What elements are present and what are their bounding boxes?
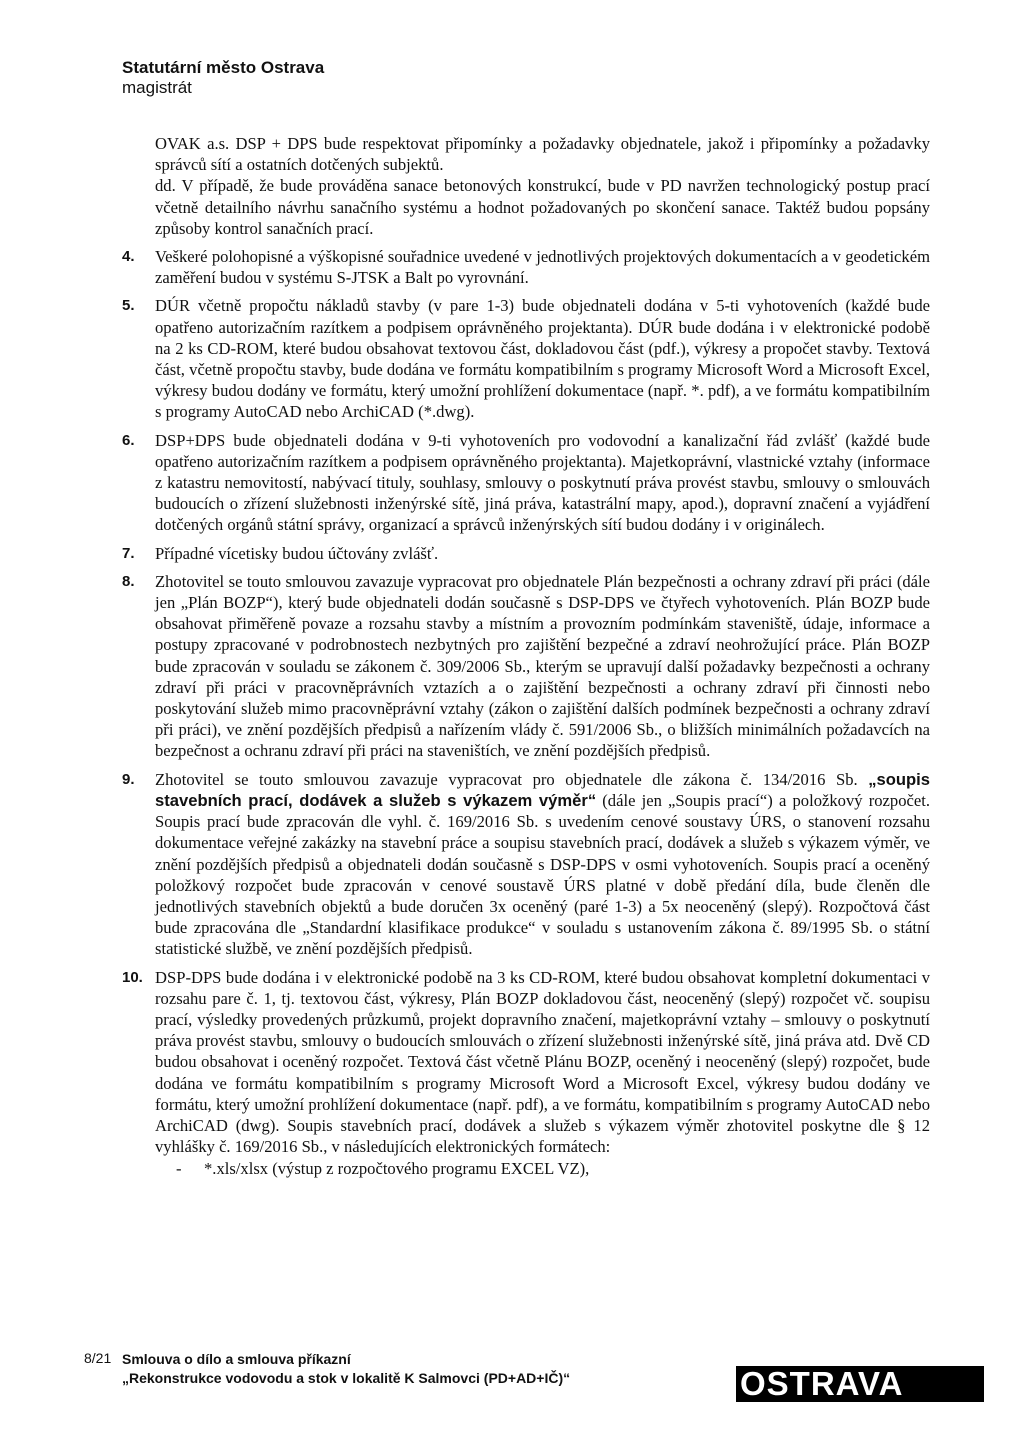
item-text: Případné vícetisky budou účtovány zvlášť. <box>155 543 439 563</box>
item-text: DSP-DPS bude dodána i v elektronické podobě na 3 ks CD-ROM, které budou obsahovat kompletní dokumentaci v rozsahu pare č. 1, tj. textovou část, výkresy, Plán BOZP dokladovou část, neoceněný (slepý) rozpočet vč. soupisu prací, výsledky provedených průzkumů, projekt dopravního značení, majetkoprávní vztahy – smlouvy o poskytnutí práva provést stavbu, smlouvy o budoucích smlouvách o zřízení služebnosti inženýrské sítě, jiná práva atd. Dvě CD budou obsahovat i oceněný rozpočet. Textová část včetně Plánu BOZP, oceněný i neoceněný (slepý) rozpočet, bude dodána ve formátu kompatibilním s programy Microsoft Word a Microsoft Excel, výkresy budou dodány ve formátu, který umožní prohlížení dokumentace (např. pdf), a ve formátu, kompatibilním s programy AutoCAD nebo ArchiCAD (dwg). Soupis stavebních prací, dodávek a služeb s výkazem výměr zhotovitel poskytne dle § 12 vyhlášky č. 169/2016 Sb., v následujících elektronických formátech: <box>155 967 930 1157</box>
item-number: 6. <box>122 431 135 449</box>
page-footer <box>0 1348 1024 1408</box>
continuation-paragraph: dd. V případě, že bude prováděna sanace betonových konstrukcí, bude v PD navržen technologický postup prací včetně detailního návrhu sanačního systému a hodnot požadovaných po skončení sanace. Taktéž budou popsány způsoby kontrol sanačních prací. <box>155 176 930 238</box>
bullet-text: *.xls/xlsx (výstup z rozpočtového programu EXCEL VZ), <box>204 1159 590 1179</box>
list-item <box>122 295 930 422</box>
ostrava-logo: OSTRAVA <box>736 1366 984 1402</box>
list-item <box>122 430 930 536</box>
footer-title <box>122 1350 570 1388</box>
list-item <box>122 571 930 762</box>
continuation-paragraph: OVAK a.s. DSP + DPS bude respektovat připomínky a požadavky objednatele, jakož i připomínky a požadavky správců sítí a ostatních dotčených subjektů. <box>155 134 930 175</box>
footer-title-line: Smlouva o dílo a smlouva příkazní <box>122 1351 351 1367</box>
bullet-item <box>122 1158 930 1179</box>
item-text <box>155 769 930 960</box>
item-text: Zhotovitel se touto smlouvou zavazuje vypracovat pro objednatele Plán bezpečnosti a ochrany zdraví při práci (dále jen „Plán BOZP“), který bude objednateli dodán současně s DSP-DPS ve čtyřech vyhotoveních. Plán BOZP bude obsahovat přiměřeně povaze a rozsahu stavby a místním a provozním podmínkám staveniště, údaje, informace a postupy zpracované v podrobnostech nezbytných pro zajištění bezpečné a zdraví neohrožující práce. Plán BOZP bude zpracován v souladu se zákonem č. 309/2006 Sb., kterým se upravují další požadavky bezpečnosti a ochrany zdraví při práci v pracovněprávních vztazích a o zajištění bezpečnosti a ochrany zdraví při činnosti nebo poskytování služeb mimo pracovněprávní vztahy (zákon o zajištění dalších podmínek bezpečnosti a ochrany zdraví při práci), ve znění pozdějších předpisů a nařízením vlády č. 591/2006 Sb., o bližších minimálních požadavcích na bezpečnost a ochranu zdraví při práci na staveništích, ve znění pozdějších předpisů. <box>155 571 930 761</box>
item-number: 7. <box>122 544 135 562</box>
footer-title-line: „Rekonstrukce vodovodu a stok v lokalitě K Salmovci (PD+AD+IČ)“ <box>122 1370 571 1386</box>
page-header <box>122 58 324 98</box>
page-number: 8/21 <box>84 1350 112 1366</box>
item-number: 9. <box>122 770 135 788</box>
organization-name: Statutární město Ostrava <box>122 58 325 77</box>
continuation-block <box>122 133 930 239</box>
item-number: 8. <box>122 572 135 590</box>
item-text: DÚR včetně propočtu nákladů stavby (v pare 1-3) bude objednateli dodána v 5-ti vyhotoveních (každé bude opatřeno autorizačním razítkem a podpisem oprávněného projektanta). DÚR bude dodána i v elektronické podobě na 2 ks CD-ROM, které budou obsahovat textovou část, dokladovou část (pdf.), výkresy a propočet stavby. Textová část, včetně propočtu stavby, bude dodána ve formátu kompatibilním s programy Microsoft Word a Microsoft Excel, výkresy budou dodány ve formátu, který umožní prohlížení dokumentace (např. *. pdf), a ve formátu kompatibilním s programy AutoCAD nebo ArchiCAD (*.dwg). <box>155 296 930 422</box>
document-body <box>122 133 930 1180</box>
list-item <box>122 543 930 564</box>
item-text-after: (dále jen „Soupis prací“) a položkový rozpočet. Soupis prací bude zpracován dle vyhl. č. 169/2016 Sb. s uvedením cenové soustavy ÚRS, o stanovení rozsahu dokumentace veřejné zakázky na stavební práce a soupisu stavebních prací, dodávek a služeb s výkazem výměr, ve znění pozdějších předpisů a objednateli dodán současně s DSP-DPS v osmi vyhotoveních. Soupis prací a oceněný položkový rozpočet bude zpracován v cenové soustavě ÚRS platné v době předání díla, bude členěn dle jednotlivých stavebních objektů a bude doručen 3x oceněný (paré 1-3) a 5x neoceněný (slepý). Rozpočtová část bude zpracována dle „Standardní klasifikace produkce“ v souladu s ustanovením zákona č. 89/1995 Sb. o státní statistické službě, ve znění pozdějších předpisů. <box>155 790 930 959</box>
item-number: 10. <box>122 968 143 986</box>
item-number: 4. <box>122 248 135 266</box>
item-number: 5. <box>122 297 135 315</box>
list-item <box>122 967 930 1158</box>
bullet-marker: - <box>176 1159 182 1179</box>
item-text: Veškeré polohopisné a výškopisné souřadnice uvedené v jednotlivých projektových dokumentacích a v geodetickém zaměření budou v systému S-JTSK a Balt po vyrovnání. <box>155 247 930 288</box>
list-item <box>122 246 930 288</box>
item-text: DSP+DPS bude objednateli dodána v 9-ti vyhotoveních pro vodovodní a kanalizační řád zvlášť (každé bude opatřeno autorizačním razítkem a podpisem oprávněného projektanta). Majetkoprávní, vlastnické vztahy (informace z katastru nemovitostí, nabývací tituly, souhlasy, smlouvy o poskytnutí práva provést stavbu, smlouvy o smlouvách budoucích o zřízení služebnosti inženýrské sítě, jiná práva, katastrální mapy, apod.), dopravní značení a vyjádření dotčených orgánů státní správy, organizací a správců inženýrských sítí budou dodány i v originálech. <box>155 430 930 535</box>
department-name: magistrát <box>122 78 192 97</box>
list-item <box>122 769 930 960</box>
item-text-before: Zhotovitel se touto smlouvou zavazuje vypracovat pro objednatele dle zákona č. 134/2016 Sb. <box>155 769 869 789</box>
item-text-emphasis: „soupis stavebních prací, dodávek a služeb s výkazem výměr“ <box>155 769 930 810</box>
